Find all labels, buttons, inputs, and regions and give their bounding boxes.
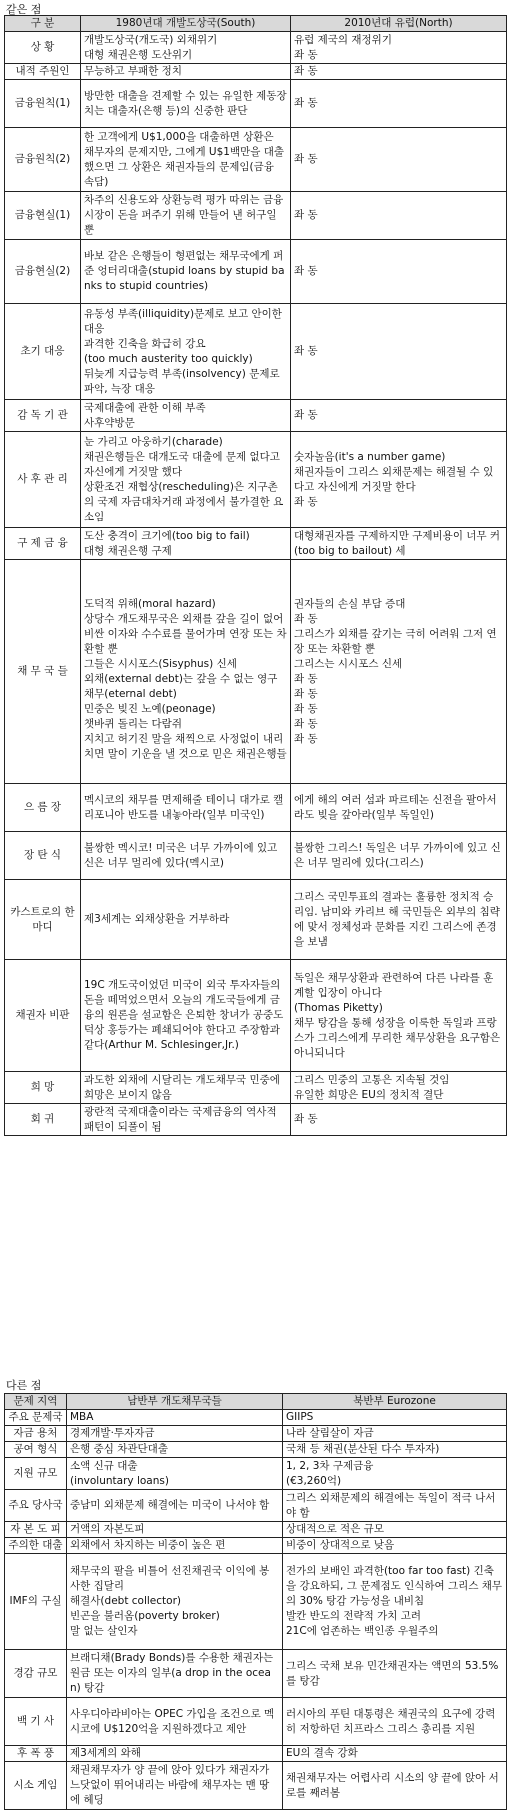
cell-south: MBA <box>67 1410 283 1426</box>
cell-south: 멕시코의 채무를 면제해줄 테이니 대가로 캘리포니아 반도를 내놓아라(일부 미국인) <box>81 784 291 832</box>
row-label: 카스트로의 한마디 <box>5 880 81 960</box>
cell-south: 제3세계의 와해 <box>67 1746 283 1762</box>
row-label: 구 제 금 융 <box>5 528 81 560</box>
cell-south: 제3세계는 외채상환을 거부하라 <box>81 880 291 960</box>
cell-south: 개발도상국(개도국) 외채위기 대형 채권은행 도산위기 <box>81 32 291 64</box>
cell-north: 나라 살림살이 자금 <box>283 1426 507 1442</box>
row-label: 주의한 대출 <box>5 1538 67 1554</box>
table-row <box>5 1426 507 1442</box>
cell-north: 좌 동 <box>291 64 507 80</box>
table-header-row <box>5 16 507 32</box>
cell-north: 국채 등 채권(분산된 다수 투자자) <box>283 1442 507 1458</box>
cell-south: 브래디채(Brady Bonds)를 수용한 채권자는 원금 또는 이자의 일부(a drop in the ocean) 탕감 <box>67 1650 283 1698</box>
comparison-table-same <box>4 15 507 1136</box>
cell-north: 채권채무자는 어렵사리 시소의 양 끝에 앉아 서로를 째려봄 <box>283 1762 507 1810</box>
cell-south: 광란적 국제대출이라는 국제금융의 역사적 패턴이 되풀이 됨 <box>81 1104 291 1136</box>
table-row <box>5 1554 507 1650</box>
table-row <box>5 128 507 192</box>
cell-north: 독일은 채무상환과 관련하여 다른 나라를 훈계할 입장이 아니다 (Thomas Piketty) 채무 탕감을 통해 성장을 이룩한 독일과 프랑스가 그리스에게 무리한 채무상환을 요구함은 아니되니다 <box>291 960 507 1072</box>
cell-south: 불쌍한 멕시코! 미국은 너무 가까이에 있고 신은 너무 멀리에 있다(멕시코) <box>81 832 291 880</box>
table-row <box>5 960 507 1072</box>
row-label: 회 귀 <box>5 1104 81 1136</box>
row-label: 사 후 관 리 <box>5 432 81 528</box>
table-header-row <box>5 1394 507 1410</box>
header-south: 남반부 개도채무국들 <box>67 1394 283 1410</box>
cell-south: 눈 가리고 아웅하기(charade) 채권은행들은 대개도국 대출에 문제 없다고 자신에게 거짓말 했다 상환조건 재협상(rescheduling)은 지구촌의 국제 자금대차거래 과정에서 불가결한 요소임 <box>81 432 291 528</box>
table-row <box>5 1104 507 1136</box>
header-region: 문제 지역 <box>5 1394 67 1410</box>
row-label: 주요 당사국 <box>5 1490 67 1522</box>
table-row <box>5 1490 507 1522</box>
header-category: 구 분 <box>5 16 81 32</box>
cell-north: 좌 동 <box>291 192 507 240</box>
cell-south: 한 고객에게 U$1,000을 대출하면 상환은 채무자의 문제지만, 그에게 U$1백만을 대출했으면 그 상환은 채권자들의 문제임(금융 속담) <box>81 128 291 192</box>
cell-north: 그리스 민중의 고통은 지속될 것임 유일한 희망은 EU의 정치적 결단 <box>291 1072 507 1104</box>
cell-south: 사우디아라비아는 OPEC 가입을 조건으로 멕시코에 U$120억을 지원하겠다고 제안 <box>67 1698 283 1746</box>
cell-south: 중남미 외채문제 해결에는 미국이 나서야 함 <box>67 1490 283 1522</box>
section-title-diff: 다른 점 <box>6 1379 42 1392</box>
table-row <box>5 240 507 304</box>
table-row <box>5 880 507 960</box>
cell-north: 유럽 제국의 재정위기 좌 동 <box>291 32 507 64</box>
row-label: 주요 문제국 <box>5 1410 67 1426</box>
cell-south: 방만한 대출을 견제할 수 있는 유일한 제동장치는 대출자(은행 등)의 신중한 판단 <box>81 80 291 128</box>
row-label: 희 망 <box>5 1072 81 1104</box>
cell-north: 비중이 상대적으로 낮음 <box>283 1538 507 1554</box>
cell-south: 채무국의 팔을 비틀어 선진채권국 이익에 봉사한 집달리 해결사(debt collector) 빈곤을 불러옴(poverty broker) 말 없는 살인자 <box>67 1554 283 1650</box>
table-row <box>5 64 507 80</box>
table-row <box>5 1458 507 1490</box>
table-row <box>5 1538 507 1554</box>
table-row <box>5 528 507 560</box>
cell-north: 에게 해의 여러 섬과 파르테논 신전을 팔아서라도 빚을 갚아라(일부 독일인) <box>291 784 507 832</box>
cell-south: 바보 같은 은행들이 형편없는 채무국에게 퍼준 엉터리대출(stupid loans by stupid banks to stupid countries) <box>81 240 291 304</box>
row-label: 내적 주원인 <box>5 64 81 80</box>
cell-north: 그리스 외채문제의 해결에는 독일이 적극 나서야 함 <box>283 1490 507 1522</box>
cell-north: 좌 동 <box>291 80 507 128</box>
row-label: 금융현실(2) <box>5 240 81 304</box>
cell-south: 은행 중심 차관단대출 <box>67 1442 283 1458</box>
table-row <box>5 1650 507 1698</box>
row-label: 상 황 <box>5 32 81 64</box>
table-row <box>5 1746 507 1762</box>
cell-north: 좌 동 <box>291 128 507 192</box>
row-label: 후 폭 풍 <box>5 1746 67 1762</box>
cell-south: 도덕적 위해(moral hazard) 상당수 개도채무국은 외채를 갚을 길이 없어 비싼 이자와 수수료를 물어가며 연장 또는 차환할 뿐 그들은 시시포스(Sisyphus) 신세 외채(external debt)는 갚을 수 없는 영구채무(eternal debt) 민중은 빚진 노예(peonage) 챗바퀴 돌리는 다람쥐 지치고 허기진 말을 채찍으로 사정없이 내리치면 말이 기운을 낼 것으로 믿은 채권은행들 <box>81 560 291 784</box>
cell-south: 채권채무자가 양 끝에 앉아 있다가 채권자가 느닷없이 뛰어내리는 바람에 채무자는 맨 땅에 헤딩 <box>67 1762 283 1810</box>
cell-north: 권자들의 손실 부담 증대 좌 동 그리스가 외채를 갚기는 극히 어려워 그저 연장 또는 차환할 뿐 그리스는 시시포스 신세 좌 동 좌 동 좌 동 좌 동 좌 동 <box>291 560 507 784</box>
table-row <box>5 304 507 400</box>
table-row <box>5 1442 507 1458</box>
row-label: 채 무 국 들 <box>5 560 81 784</box>
cell-south: 소액 신규 대출 (involuntary loans) <box>67 1458 283 1490</box>
cell-south: 차주의 신용도와 상환능력 평가 따위는 금융시장이 돈을 퍼주기 위해 만들어 낸 허구일 뿐 <box>81 192 291 240</box>
table-row <box>5 432 507 528</box>
comparison-table-diff <box>4 1393 507 1810</box>
section-title-same: 같은 점 <box>6 3 42 16</box>
row-label: 백 기 사 <box>5 1698 67 1746</box>
row-label: 시소 게임 <box>5 1762 67 1810</box>
row-label: 장 탄 식 <box>5 832 81 880</box>
cell-north: 1, 2, 3차 구제금융 (€3,260억) <box>283 1458 507 1490</box>
cell-north: 좌 동 <box>291 1104 507 1136</box>
cell-north: 숫자놀음(it's a number game) 채권자들이 그리스 외채문제는 해결될 수 있다고 자신에게 거짓말 한다 좌 동 <box>291 432 507 528</box>
cell-north: 그리스 국민투표의 결과는 훌륭한 정치적 승리임. 남미와 카리브 해 국민들은 외부의 침략에 맞서 정체성과 문화를 지킨 그리스에 존경을 보냄 <box>291 880 507 960</box>
table-row <box>5 80 507 128</box>
row-label: 으 름 장 <box>5 784 81 832</box>
table-row <box>5 832 507 880</box>
row-label: 감 독 기 관 <box>5 400 81 432</box>
table-row <box>5 1698 507 1746</box>
row-label: 금융원칙(2) <box>5 128 81 192</box>
cell-south: 거액의 자본도피 <box>67 1522 283 1538</box>
table-row <box>5 1410 507 1426</box>
cell-north: 상대적으로 적은 규모 <box>283 1522 507 1538</box>
header-north: 북반부 Eurozone <box>283 1394 507 1410</box>
row-label: 자금 용처 <box>5 1426 67 1442</box>
row-label: 금융원칙(1) <box>5 80 81 128</box>
cell-south: 국제대출에 관한 이해 부족 사후약방문 <box>81 400 291 432</box>
cell-north: 러시아의 푸틴 대통령은 채권국의 요구에 강력히 저항하던 치프라스 그리스 총리를 지원 <box>283 1698 507 1746</box>
row-label: IMF의 구실 <box>5 1554 67 1650</box>
table-row <box>5 560 507 784</box>
table-row <box>5 400 507 432</box>
cell-north: 좌 동 <box>291 240 507 304</box>
row-label: 공여 형식 <box>5 1442 67 1458</box>
table-row <box>5 192 507 240</box>
cell-south: 과도한 외채에 시달리는 개도채무국 민중에 희망은 보이지 않음 <box>81 1072 291 1104</box>
cell-south: 19C 개도국이었던 미국이 외국 투자자들의 돈을 떼먹었으면서 오늘의 개도국들에게 금융의 원론을 설교함은 은퇴한 창녀가 공중도덕상 홍등가는 폐쇄되어야 한다고 주장함과 같다(Arthur M. Schlesinger,Jr.) <box>81 960 291 1072</box>
cell-north: 좌 동 <box>291 400 507 432</box>
row-label: 경감 규모 <box>5 1650 67 1698</box>
header-north: 2010년대 유럽(North) <box>291 16 507 32</box>
cell-north: 전가의 보배인 과격한(too far too fast) 긴축을 강요하되, 그 문제점도 인식하여 그리스 채무의 30% 탕감 가능성을 내비침 발칸 반도의 전략적 가치 고려 21C에 엄존하는 백인종 우월주의 <box>283 1554 507 1650</box>
cell-north: GIIPS <box>283 1410 507 1426</box>
table-row <box>5 784 507 832</box>
cell-south: 경제개발·투자자금 <box>67 1426 283 1442</box>
table-row <box>5 1522 507 1538</box>
row-label: 초기 대응 <box>5 304 81 400</box>
cell-north: 그리스 국채 보유 민간채권자는 액면의 53.5%를 탕감 <box>283 1650 507 1698</box>
header-south: 1980년대 개발도상국(South) <box>81 16 291 32</box>
table-row <box>5 1072 507 1104</box>
cell-south: 도산 충격이 크기에(too big to fail) 대형 채권은행 구제 <box>81 528 291 560</box>
cell-south: 외채에서 차지하는 비중이 높은 편 <box>67 1538 283 1554</box>
cell-north: 대형채권자를 구제하지만 구제비용이 너무 커(too big to bailout) 세 <box>291 528 507 560</box>
cell-north: 불쌍한 그리스! 독일은 너무 가까이에 있고 신은 너무 멀리에 있다(그리스) <box>291 832 507 880</box>
row-label: 채권자 비판 <box>5 960 81 1072</box>
cell-north: EU의 결속 강화 <box>283 1746 507 1762</box>
cell-south: 유동성 부족(illiquidity)문제로 보고 안이한 대응 과격한 긴축을 화급히 강요 (too much austerity too quickly) 뒤늦게 지급능력 부족(insolvency) 문제로 파악, 늑장 대응 <box>81 304 291 400</box>
cell-south: 무능하고 부패한 정치 <box>81 64 291 80</box>
row-label: 자 본 도 피 <box>5 1522 67 1538</box>
cell-north: 좌 동 <box>291 304 507 400</box>
table-row <box>5 32 507 64</box>
row-label: 금융현실(1) <box>5 192 81 240</box>
row-label: 지원 규모 <box>5 1458 67 1490</box>
